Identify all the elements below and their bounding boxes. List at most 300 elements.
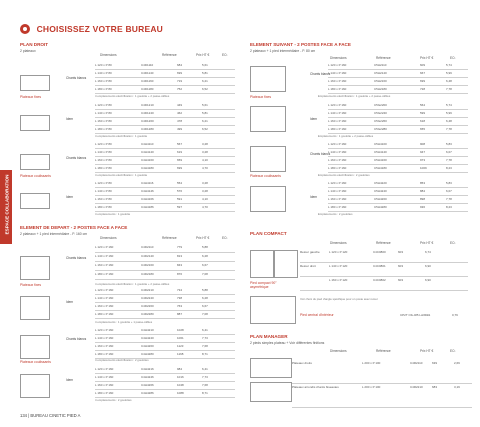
table-cell: 6,52 bbox=[202, 127, 208, 131]
table-cell: 1123 bbox=[177, 344, 184, 348]
table-cell: L 180 x P 160 bbox=[328, 87, 347, 91]
table-cell: 6,48 bbox=[446, 119, 452, 123]
table-cell: L 120 x P 160 bbox=[95, 367, 114, 371]
table-cell: C4H4216 bbox=[141, 367, 154, 371]
row-divider bbox=[300, 290, 468, 291]
table-cell: 936 bbox=[420, 205, 426, 209]
page-title-text: CHOISISSEZ VOTRE BUREAU bbox=[36, 24, 164, 34]
table-cell: C4D1260 bbox=[141, 119, 154, 123]
table-cell: C4H4260 bbox=[141, 344, 154, 348]
table-cell: 6,67 bbox=[202, 263, 208, 267]
header-price: Prix HT € bbox=[420, 241, 434, 245]
table-cell: C4D2110 bbox=[141, 245, 154, 249]
table-cell: L 160 x P 160 bbox=[95, 304, 114, 308]
table-cell: L 120 x P 80 bbox=[95, 103, 112, 107]
table-cell: 603 bbox=[398, 278, 404, 282]
table-row bbox=[328, 62, 468, 70]
table-row bbox=[95, 374, 235, 382]
pied-ref: CP2T OIL-RB Lst/RL bbox=[400, 313, 428, 317]
table-cell: C4D2260 bbox=[141, 304, 154, 308]
table-row bbox=[328, 196, 468, 204]
table-cell: C5G2260 bbox=[374, 119, 387, 123]
table-cell: L 160 x P 160 bbox=[328, 119, 347, 123]
table-cell: L 180 x P 160 bbox=[328, 166, 347, 170]
table-cell: 898 bbox=[420, 197, 426, 201]
table-cell: C4R2110 bbox=[410, 361, 423, 365]
table-row bbox=[328, 118, 468, 126]
table-cell: 639 bbox=[432, 361, 438, 365]
product-drawing bbox=[20, 75, 50, 91]
table-row bbox=[328, 188, 468, 196]
table-cell: 478 bbox=[177, 119, 183, 123]
table-cell: L 120 x P 120 bbox=[329, 250, 348, 254]
table-cell: C5G2200 bbox=[374, 103, 387, 107]
table-cell: 853 bbox=[420, 181, 426, 185]
table-row bbox=[95, 62, 235, 70]
table-cell: 719 bbox=[177, 79, 183, 83]
note: 4 emplacements : 1 goulotte + 1 passe-câbles bbox=[95, 320, 153, 324]
table-cell: 7,78 bbox=[446, 197, 452, 201]
note: 4 emplacements électrification : 1 goulotte + 2 passe-câbles bbox=[95, 282, 170, 286]
table-cell: C4D2280 bbox=[141, 312, 154, 316]
table-cell: L 140 x P 160 bbox=[95, 375, 114, 379]
table-cell: 449 bbox=[177, 103, 183, 107]
product-drawing bbox=[20, 115, 50, 131]
table-cell: C4D1280 bbox=[141, 127, 154, 131]
table-row bbox=[328, 141, 468, 149]
table-cell: 876 bbox=[177, 272, 183, 276]
section-title-plan-droit: PLAN DROIT bbox=[20, 42, 49, 47]
note: Emplacements électrification : 2 goulottes bbox=[318, 173, 370, 177]
table-cell: 6,28 bbox=[202, 296, 208, 300]
table-cell: L 140 x P 120 bbox=[329, 264, 348, 268]
table-cell: 603 bbox=[398, 250, 404, 254]
table-cell: 554 bbox=[177, 181, 183, 185]
table-cell: L 200 x P 100 bbox=[362, 361, 381, 365]
table-row bbox=[95, 287, 235, 295]
table-cell: C4H4280 bbox=[141, 352, 154, 356]
note: 4 emplacements électrification : 1 goulotte bbox=[95, 173, 148, 177]
table-cell: C4D2140 bbox=[141, 254, 154, 258]
table-cell: 699 bbox=[177, 166, 183, 170]
table-row bbox=[292, 360, 472, 384]
header-eco: EC¹ bbox=[450, 241, 456, 245]
table-cell: 5,61 bbox=[202, 103, 208, 107]
table-cell: L 140 x P 160 bbox=[95, 296, 114, 300]
table-cell: 576 bbox=[177, 189, 183, 193]
header-dim: Dimensions bbox=[100, 236, 117, 240]
table-row bbox=[95, 271, 235, 280]
table-cell: 618 bbox=[420, 119, 426, 123]
table-cell: 619 bbox=[177, 150, 183, 154]
table-cell: 4,70 bbox=[202, 205, 208, 209]
product-drawing bbox=[250, 146, 286, 172]
table-cell: 5,88 bbox=[202, 288, 208, 292]
table-row bbox=[95, 390, 235, 398]
table-cell: 887 bbox=[177, 312, 183, 316]
pied-central-label: Pied central d'intérieur bbox=[300, 313, 334, 317]
note: 4 emplacements électrification : 1 goulotte bbox=[95, 134, 148, 138]
table-row bbox=[300, 249, 468, 263]
table-row bbox=[95, 149, 235, 157]
table-row bbox=[95, 327, 235, 335]
table-cell: C4H4116 bbox=[141, 181, 154, 185]
table-cell: 734 bbox=[177, 288, 183, 292]
table-cell: C4D1210 bbox=[141, 103, 154, 107]
note: Emplacements : 2 goulottes bbox=[318, 212, 353, 216]
page-title bbox=[20, 24, 163, 35]
table-cell: 603 bbox=[398, 264, 404, 268]
table-row bbox=[328, 126, 468, 134]
table-row bbox=[95, 244, 235, 253]
table-cell: L 120 x P 80 bbox=[95, 181, 112, 185]
header-price: Prix HT € bbox=[420, 349, 434, 353]
table-cell: 6,21 bbox=[202, 119, 208, 123]
row-divider bbox=[292, 407, 472, 408]
table-cell: L 180 x P 80 bbox=[95, 87, 112, 91]
table-row bbox=[95, 180, 235, 188]
product-drawing bbox=[250, 186, 286, 212]
header-price: Prix HT € bbox=[196, 236, 210, 240]
table-cell: L 120 x P 80 bbox=[95, 142, 112, 146]
table-cell: 779 bbox=[177, 245, 183, 249]
table-cell: 884 bbox=[420, 189, 426, 193]
table-cell: L 180 x P 160 bbox=[95, 272, 114, 276]
group-sub-label: Chants blancs bbox=[66, 337, 87, 341]
table-cell: L 120 x P 160 bbox=[328, 142, 347, 146]
table-cell: L 140 x P 80 bbox=[95, 189, 112, 193]
table-row bbox=[95, 141, 235, 149]
table-cell: L 200 x P 100 bbox=[362, 385, 381, 389]
table-cell: Retour droit bbox=[300, 264, 316, 268]
header-eco: EC¹ bbox=[222, 236, 228, 240]
product-drawing bbox=[250, 66, 286, 92]
product-drawing bbox=[274, 250, 298, 278]
header-ref: Référence bbox=[162, 53, 177, 57]
note: Voir choix du pied d'angle spécifique pour un poste avec retour bbox=[300, 297, 378, 301]
table-cell: 6,67 bbox=[202, 304, 208, 308]
target-icon bbox=[20, 24, 30, 34]
table-cell: L 180 x P 160 bbox=[95, 312, 114, 316]
table-row bbox=[328, 204, 468, 212]
group-sub-label: Idem bbox=[66, 378, 74, 382]
table-row bbox=[95, 204, 235, 212]
table-cell: C5G2280 bbox=[374, 127, 387, 131]
table-row bbox=[300, 277, 468, 291]
section-title-plan-manager: PLAN MANAGER bbox=[250, 334, 288, 339]
table-cell: L 120 x P 160 bbox=[328, 63, 347, 67]
table-cell: L 160 x P 160 bbox=[328, 197, 347, 201]
table-row bbox=[95, 253, 235, 262]
table-cell: 462 bbox=[177, 111, 183, 115]
table-cell: 4,70 bbox=[202, 166, 208, 170]
table-cell: L 120 x P 160 bbox=[328, 103, 347, 107]
table-cell: 699 bbox=[177, 71, 183, 75]
table-cell: 973 bbox=[420, 158, 426, 162]
header-ref: Référence bbox=[376, 56, 391, 60]
table-cell: C5H2180 bbox=[374, 87, 387, 91]
table-cell: 908 bbox=[420, 142, 426, 146]
table-row bbox=[95, 366, 235, 374]
table-cell: 5,83 bbox=[446, 142, 452, 146]
section-subtitle: 2 plateaux bbox=[20, 49, 36, 53]
table-cell: L 180 x P 160 bbox=[95, 391, 114, 395]
table-row bbox=[95, 70, 235, 78]
table-row bbox=[95, 335, 235, 343]
table-cell: 6,52 bbox=[202, 87, 208, 91]
section-title-plan-compact: PLAN COMPACT bbox=[250, 231, 287, 236]
table-cell: 1028 bbox=[177, 328, 184, 332]
table-cell: 7,08 bbox=[202, 312, 208, 316]
table-row bbox=[95, 382, 235, 390]
table-cell: 5,74 bbox=[446, 103, 452, 107]
table-cell: C5H2140 bbox=[374, 71, 387, 75]
table-cell: C4H4210 bbox=[141, 328, 154, 332]
table-cell: 1009 bbox=[420, 166, 427, 170]
table-cell: 597 bbox=[177, 205, 183, 209]
section-subtitle: 2 plateaux + 1 pied intermédiaire - P. 160 cm bbox=[20, 232, 88, 236]
table-cell: C4H4110 bbox=[141, 142, 154, 146]
note: 4 emplacements : 1 goulotte bbox=[95, 212, 131, 216]
header-ref: Référence bbox=[376, 241, 391, 245]
table-cell: 728 bbox=[420, 87, 426, 91]
table-cell: C4D1140 bbox=[141, 71, 154, 75]
table-cell: C4D2240 bbox=[141, 296, 154, 300]
table-cell: L 180 x P 160 bbox=[328, 205, 347, 209]
table-cell: C4C0802 bbox=[373, 278, 386, 282]
table-cell: 1061 bbox=[177, 336, 184, 340]
table-cell: 684 bbox=[177, 63, 183, 67]
group-label: Plateaux fixes bbox=[20, 283, 42, 287]
header-price: Prix HT € bbox=[196, 53, 210, 57]
table-cell: L 120 x P 160 bbox=[95, 245, 114, 249]
table-cell: L 180 x P 80 bbox=[95, 166, 112, 170]
table-cell: 5,88 bbox=[202, 245, 208, 249]
table-cell: Plateaux arrondis chants biseautes bbox=[292, 385, 339, 389]
table-cell: Plateaux droits bbox=[292, 361, 312, 365]
table-cell: C4H4286 bbox=[141, 391, 154, 395]
note: 4 emplacements : 2 goulottes bbox=[95, 398, 132, 402]
table-cell: C5H4240 bbox=[374, 189, 387, 193]
table-cell: L 120 x P 160 bbox=[328, 181, 347, 185]
table-cell: C4H4140 bbox=[141, 150, 154, 154]
note: 4 emplacements électrification : 2 goulottes bbox=[95, 358, 149, 362]
table-cell: 655 bbox=[420, 127, 426, 131]
table-cell: 843 bbox=[177, 263, 183, 267]
header-dim: Dimensions bbox=[330, 56, 347, 60]
table-cell: C4D1160 bbox=[141, 79, 154, 83]
table-cell: 8,71 bbox=[202, 391, 208, 395]
table-cell: 984 bbox=[177, 367, 183, 371]
section-title-element-depart: ELEMENT DE DEPART - 2 POSTES FACE A FACE bbox=[20, 225, 128, 230]
table-cell: C4H4160 bbox=[141, 158, 154, 162]
table-cell: L 180 x P 160 bbox=[328, 127, 347, 131]
side-tab-label: ESPACE COLLABORATION bbox=[4, 174, 10, 235]
table-cell: 3,28 bbox=[202, 181, 208, 185]
table-cell: 609 bbox=[420, 63, 426, 67]
table-cell: L 160 x P 80 bbox=[95, 158, 112, 162]
group-sub-label: Chants blancs bbox=[66, 76, 87, 80]
table-cell: Retour gauche bbox=[300, 250, 320, 254]
table-cell: L 160 x P 160 bbox=[95, 383, 114, 387]
table-cell: L 140 x P 160 bbox=[328, 189, 347, 193]
table-cell: L 160 x P 80 bbox=[95, 197, 112, 201]
product-drawing bbox=[20, 374, 50, 398]
table-row bbox=[95, 295, 235, 303]
table-cell: C4H4240 bbox=[141, 336, 154, 340]
group-label: Plateaux fixes bbox=[250, 95, 272, 99]
pied-price: 91 bbox=[427, 313, 431, 317]
table-cell: 813 bbox=[177, 254, 183, 258]
table-cell: 3,28 bbox=[202, 189, 208, 193]
table-cell: C4H4266 bbox=[141, 383, 154, 387]
table-cell: 659 bbox=[177, 158, 183, 162]
table-cell: 3,28 bbox=[202, 150, 208, 154]
group-label: Plateaux coulissants bbox=[250, 174, 281, 178]
table-cell: C5H2160 bbox=[374, 79, 387, 83]
table-cell: C4H4186 bbox=[141, 205, 154, 209]
table-cell: 7,68 bbox=[202, 344, 208, 348]
table-cell: L 160 x P 80 bbox=[95, 119, 112, 123]
table-cell: L 140 x P 80 bbox=[95, 71, 112, 75]
table-cell: 1016 bbox=[177, 375, 184, 379]
table-cell: L 140 x P 160 bbox=[95, 336, 114, 340]
table-row bbox=[95, 126, 235, 134]
product-drawing bbox=[250, 106, 286, 132]
table-cell: C5H2110 bbox=[374, 63, 387, 67]
table-cell: 6,90 bbox=[425, 264, 431, 268]
note: Emplacements électrification : 1 goulotte + 2 passe-câbles bbox=[318, 94, 391, 98]
table-cell: L 140 x P 160 bbox=[328, 111, 347, 115]
table-cell: 752 bbox=[177, 87, 183, 91]
table-cell: 5,81 bbox=[202, 111, 208, 115]
table-cell: L 140 x P 80 bbox=[95, 150, 112, 154]
table-cell: 6,90 bbox=[425, 278, 431, 282]
table-cell: 5,83 bbox=[446, 181, 452, 185]
table-cell: 7,78 bbox=[446, 87, 452, 91]
group-sub-label: Idem bbox=[310, 195, 318, 199]
table-cell: 591 bbox=[177, 197, 183, 201]
table-cell: C4D1110 bbox=[141, 63, 154, 67]
table-cell: 667 bbox=[420, 71, 426, 75]
header-ref: Référence bbox=[376, 349, 391, 353]
product-drawing bbox=[20, 154, 50, 170]
header-eco: EC¹ bbox=[450, 56, 456, 60]
group-label: Plateaux coulissants bbox=[20, 360, 51, 364]
table-cell: 4,10 bbox=[202, 197, 208, 201]
table-cell: 6,41 bbox=[202, 328, 208, 332]
section-subtitle: 2 plateaux + 1 pied intermédiaire - P. 80 cm bbox=[250, 49, 316, 53]
table-cell: L 180 x P 80 bbox=[95, 205, 112, 209]
table-cell: C5H4180 bbox=[374, 166, 387, 170]
product-drawing bbox=[250, 296, 296, 324]
table-cell: L 140 x P 160 bbox=[328, 150, 347, 154]
header-eco: EC¹ bbox=[222, 53, 228, 57]
table-row bbox=[292, 384, 472, 408]
table-cell: 763 bbox=[177, 304, 183, 308]
header-dim: Dimensions bbox=[330, 349, 347, 353]
group-label: Plateaux coulissants bbox=[20, 174, 51, 178]
table-cell: 6,07 bbox=[446, 189, 452, 193]
row-divider bbox=[95, 318, 235, 319]
table-row bbox=[95, 165, 235, 173]
table-cell: L 160 x P 160 bbox=[95, 344, 114, 348]
table-cell: C4H4146 bbox=[141, 189, 154, 193]
table-cell: L 180 x P 160 bbox=[95, 352, 114, 356]
table-cell: L 120 x P 160 bbox=[95, 328, 114, 332]
row-divider bbox=[95, 279, 235, 280]
table-cell: L 160 x P 80 bbox=[95, 79, 112, 83]
table-cell: C5H4160 bbox=[374, 158, 387, 162]
table-row bbox=[328, 165, 468, 173]
table-cell: 4,10 bbox=[202, 158, 208, 162]
product-drawing bbox=[250, 358, 292, 378]
product-drawing bbox=[20, 335, 50, 359]
table-cell: C4H4246 bbox=[141, 375, 154, 379]
table-row bbox=[328, 102, 468, 110]
table-row bbox=[95, 188, 235, 196]
note: 4 emplacements électrification : 1 goulotte + 2 passe-câbles bbox=[95, 94, 170, 98]
table-cell: C5H4260 bbox=[374, 197, 387, 201]
page-footer: 134 | BUREAU CINETIC PIED A bbox=[20, 413, 81, 418]
table-cell: 6,07 bbox=[446, 150, 452, 154]
table-cell: C4D2180 bbox=[141, 272, 154, 276]
header-price: Prix HT € bbox=[420, 56, 434, 60]
header-eco: EC¹ bbox=[450, 349, 456, 353]
group-sub-label: Idem bbox=[310, 117, 318, 121]
table-cell: 1088 bbox=[177, 391, 184, 395]
table-cell: L 140 x P 160 bbox=[95, 254, 114, 258]
table-cell: C4D1180 bbox=[141, 87, 154, 91]
table-cell: 8,23 bbox=[446, 166, 452, 170]
table-row bbox=[95, 343, 235, 351]
header-dim: Dimensions bbox=[330, 241, 347, 245]
table-cell: 5,99 bbox=[446, 71, 452, 75]
table-row bbox=[95, 311, 235, 319]
table-cell: L 160 x P 120 bbox=[329, 278, 348, 282]
table-row bbox=[95, 78, 235, 86]
table-row bbox=[95, 196, 235, 204]
note: Emplacements : 1 goulotte + 2 passe-câbles bbox=[318, 134, 374, 138]
group-sub-label: Idem bbox=[66, 195, 74, 199]
table-cell: C5H4100 bbox=[374, 142, 387, 146]
table-row bbox=[328, 149, 468, 157]
product-drawing bbox=[20, 296, 50, 320]
table-cell: 5,61 bbox=[202, 63, 208, 67]
group-sub-label: Idem bbox=[66, 117, 74, 121]
table-cell: 6,21 bbox=[202, 79, 208, 83]
table-row bbox=[95, 102, 235, 110]
table-cell: 499 bbox=[177, 127, 183, 131]
table-cell: 1048 bbox=[177, 383, 184, 387]
table-cell: L 180 x P 80 bbox=[95, 127, 112, 131]
table-cell: L 160 x P 160 bbox=[328, 158, 347, 162]
table-row bbox=[328, 110, 468, 118]
header-dim: Dimensions bbox=[100, 53, 117, 57]
header-ref: Référence bbox=[162, 236, 177, 240]
table-cell: C4H4180 bbox=[141, 166, 154, 170]
table-row bbox=[328, 157, 468, 165]
table-row bbox=[95, 157, 235, 165]
table-row bbox=[328, 86, 468, 94]
table-cell: 6,48 bbox=[446, 79, 452, 83]
table-cell: C4D1240 bbox=[141, 111, 154, 115]
table-cell: L 120 x P 160 bbox=[95, 288, 114, 292]
table-cell: 7,73 bbox=[202, 375, 208, 379]
table-cell: C4H4166 bbox=[141, 197, 154, 201]
table-row bbox=[95, 86, 235, 94]
table-cell: 599 bbox=[420, 111, 426, 115]
